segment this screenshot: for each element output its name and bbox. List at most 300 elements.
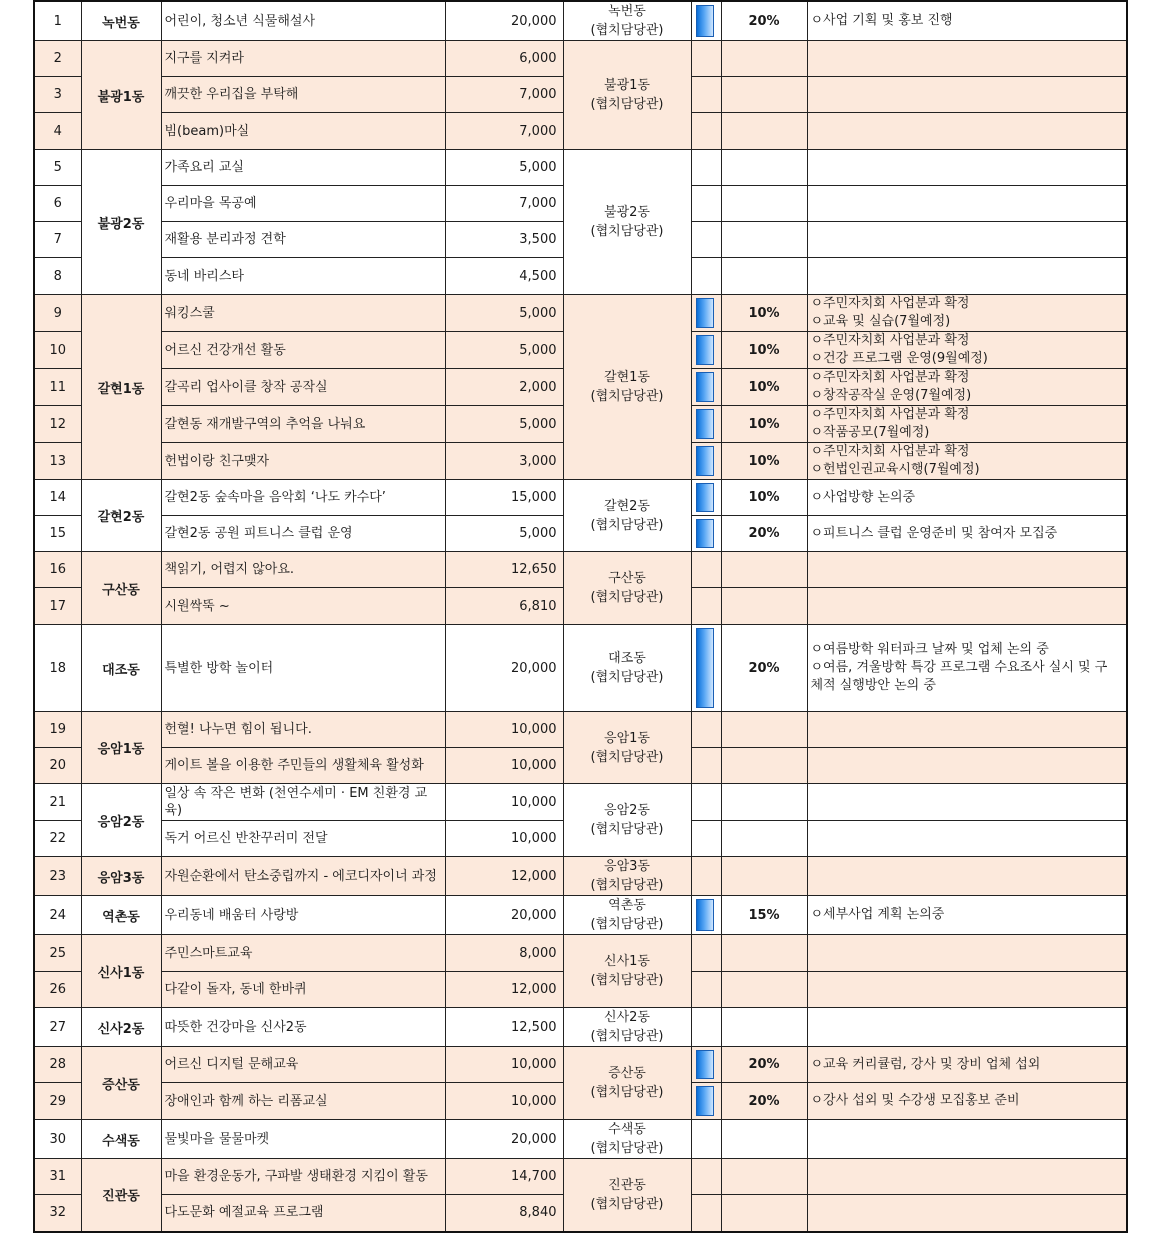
budget-amount: 5,000 (445, 150, 563, 186)
progress-bar (696, 335, 714, 365)
progress-cell (691, 150, 721, 186)
dong-name: 녹번동 (81, 1, 161, 41)
status-notes (807, 516, 1127, 552)
progress-cell (691, 748, 721, 784)
dong-name: 역촌동 (81, 896, 161, 935)
project-name: 마을 환경운동가, 구파발 생태환경 지킴이 활동 (161, 1159, 445, 1195)
progress-cell (691, 935, 721, 972)
department-line: 구산동 (608, 571, 646, 586)
progress-percent: 10% (721, 295, 807, 332)
department (563, 857, 691, 896)
budget-amount: 7,000 (445, 186, 563, 222)
table-row (34, 625, 1127, 712)
department-line: (협치담당관) (590, 389, 664, 404)
status-note-line: ㅇ작품공모(7월예정) (810, 425, 930, 440)
dong-name: 응암3동 (81, 857, 161, 896)
progress-cell (691, 1047, 721, 1083)
table-row (34, 150, 1127, 186)
status-notes (807, 625, 1127, 712)
progress-cell (691, 1120, 721, 1159)
status-notes (807, 150, 1127, 186)
progress-cell (691, 369, 721, 406)
dong-name: 갈현1동 (81, 295, 161, 480)
progress-cell (691, 821, 721, 857)
budget-amount: 7,000 (445, 77, 563, 113)
progress-percent (721, 935, 807, 972)
status-note-line: ㅇ여름, 겨울방학 특강 프로그램 수요조사 실시 및 구 (810, 660, 1108, 675)
budget-amount: 10,000 (445, 1083, 563, 1120)
dong-name: 증산동 (81, 1047, 161, 1120)
row-number: 4 (34, 113, 81, 150)
department (563, 712, 691, 784)
department-line: (협치담당관) (590, 517, 664, 533)
department-line: 신사1동 (604, 954, 650, 969)
project-name: 어린이, 청소년 식물해설사 (161, 1, 445, 41)
progress-percent: 15% (721, 896, 807, 935)
project-name: 특별한 방학 놀이터 (161, 625, 445, 712)
progress-percent: 20% (721, 1, 807, 41)
budget-amount: 10,000 (445, 1047, 563, 1083)
department-line: (협치담당관) (590, 97, 664, 112)
department-line: 진관동 (608, 1177, 646, 1193)
status-note-line: ㅇ사업 기획 및 홍보 진행 (810, 13, 953, 28)
department (563, 1120, 691, 1159)
budget-amount: 5,000 (445, 332, 563, 369)
progress-cell (691, 1008, 721, 1047)
status-notes (807, 857, 1127, 896)
progress-percent (721, 1195, 807, 1232)
status-note-line: ㅇ세부사업 계획 논의중 (810, 907, 945, 922)
department-line: (협치담당관) (590, 1029, 664, 1044)
status-notes (807, 222, 1127, 258)
project-name: 장애인과 함께 하는 리폼교실 (161, 1083, 445, 1120)
progress-percent: 10% (721, 369, 807, 406)
budget-amount: 12,500 (445, 1008, 563, 1047)
status-note-line: ㅇ피트니스 클럽 운영준비 및 참여자 모집중 (810, 525, 1058, 541)
progress-cell (691, 1083, 721, 1120)
department-line: 대조동 (608, 651, 646, 666)
status-note-line: ㅇ주민자치회 사업분과 확정 (810, 370, 970, 385)
status-notes (807, 369, 1127, 406)
project-name: 가족요리 교실 (161, 150, 445, 186)
progress-percent: 10% (721, 480, 807, 516)
dong-name: 수색동 (81, 1120, 161, 1159)
status-notes (807, 1159, 1127, 1195)
progress-percent (721, 186, 807, 222)
row-number: 16 (34, 552, 81, 588)
dong-name: 신사1동 (81, 935, 161, 1008)
table-row (34, 480, 1127, 516)
status-note-line: ㅇ창작공작실 운영(7월예정) (810, 388, 972, 403)
project-name: 동네 바리스타 (161, 258, 445, 295)
table-row (34, 41, 1127, 77)
project-name: 주민스마트교육 (161, 935, 445, 972)
project-name: 다같이 돌자, 동네 한바퀴 (161, 972, 445, 1008)
project-name: 헌법이랑 친구맺자 (161, 443, 445, 480)
progress-bar (696, 372, 714, 402)
department (563, 896, 691, 935)
progress-cell (691, 625, 721, 712)
progress-bar (696, 519, 714, 548)
progress-cell (691, 1195, 721, 1232)
table-row (34, 935, 1127, 972)
dong-name: 갈현2동 (81, 480, 161, 552)
budget-amount: 7,000 (445, 113, 563, 150)
progress-cell (691, 77, 721, 113)
progress-percent (721, 1120, 807, 1159)
department (563, 1047, 691, 1120)
dong-name: 불광2동 (81, 150, 161, 295)
row-number: 15 (34, 516, 81, 552)
status-note-line: ㅇ강사 섭외 및 수강생 모집홍보 준비 (810, 1093, 1020, 1108)
progress-cell (691, 113, 721, 150)
budget-amount: 12,000 (445, 972, 563, 1008)
project-name: 독거 어르신 반찬꾸러미 전달 (161, 821, 445, 857)
row-number: 17 (34, 588, 81, 625)
project-name: 시원싹뚝 ~ (161, 588, 445, 625)
progress-percent: 20% (721, 1083, 807, 1120)
department-line: (협치담당관) (590, 670, 664, 685)
table-row (34, 1008, 1127, 1047)
budget-amount: 8,000 (445, 935, 563, 972)
project-name: 물빛마을 물물마켓 (161, 1120, 445, 1159)
row-number: 30 (34, 1120, 81, 1159)
progress-percent (721, 150, 807, 186)
row-number: 27 (34, 1008, 81, 1047)
table-row (34, 896, 1127, 935)
table-row (34, 1159, 1127, 1195)
status-note-line: ㅇ교육 및 실습(7월예정) (810, 314, 951, 329)
row-number: 21 (34, 784, 81, 821)
budget-amount: 20,000 (445, 896, 563, 935)
status-note-line: ㅇ주민자치회 사업분과 확정 (810, 444, 970, 459)
status-notes (807, 443, 1127, 480)
dong-name: 불광1동 (81, 41, 161, 150)
progress-cell (691, 857, 721, 896)
department (563, 784, 691, 857)
row-number: 5 (34, 150, 81, 186)
budget-amount: 5,000 (445, 295, 563, 332)
progress-bar (696, 446, 714, 476)
progress-cell (691, 784, 721, 821)
budget-amount: 20,000 (445, 1, 563, 41)
row-number: 14 (34, 480, 81, 516)
project-name: 우리마을 목공예 (161, 186, 445, 222)
status-notes (807, 77, 1127, 113)
status-note-line: ㅇ교육 커리큘럼, 강사 및 장비 업체 섭외 (810, 1056, 1041, 1072)
project-name: 빔(beam)마실 (161, 113, 445, 150)
progress-cell (691, 552, 721, 588)
row-number: 8 (34, 258, 81, 295)
progress-cell (691, 516, 721, 552)
department (563, 935, 691, 1008)
status-note-line: ㅇ건강 프로그램 운영(9월예정) (810, 351, 988, 366)
progress-percent (721, 712, 807, 748)
progress-percent (721, 222, 807, 258)
department-line: (협치담당관) (590, 749, 664, 765)
project-name: 따뜻한 건강마을 신사2동 (161, 1008, 445, 1047)
budget-amount: 5,000 (445, 516, 563, 552)
budget-amount: 20,000 (445, 1120, 563, 1159)
table-row (34, 1120, 1127, 1159)
row-number: 29 (34, 1083, 81, 1120)
dong-name: 대조동 (81, 625, 161, 712)
project-name: 책읽기, 어렵지 않아요. (161, 552, 445, 588)
row-number: 26 (34, 972, 81, 1008)
progress-bar (696, 5, 714, 37)
department-line: 응암2동 (604, 803, 650, 818)
progress-percent (721, 113, 807, 150)
progress-cell (691, 972, 721, 1008)
department-line: 불광2동 (604, 205, 650, 220)
row-number: 28 (34, 1047, 81, 1083)
progress-cell (691, 480, 721, 516)
progress-bar (696, 628, 714, 708)
progress-percent (721, 821, 807, 857)
department-line: (협치담당관) (590, 224, 664, 239)
table-row (34, 857, 1127, 896)
dong-name: 응암1동 (81, 712, 161, 784)
department (563, 41, 691, 150)
row-number: 6 (34, 186, 81, 222)
department-line: 역촌동 (608, 898, 646, 913)
status-notes (807, 295, 1127, 332)
table-row (34, 1047, 1127, 1083)
row-number: 12 (34, 406, 81, 443)
status-notes (807, 41, 1127, 77)
progress-cell (691, 588, 721, 625)
department (563, 295, 691, 480)
status-notes (807, 712, 1127, 748)
budget-amount: 4,500 (445, 258, 563, 295)
department-line: 신사2동 (604, 1010, 650, 1025)
row-number: 22 (34, 821, 81, 857)
budget-amount: 10,000 (445, 784, 563, 821)
department-line: (협치담당관) (590, 1085, 664, 1100)
department-line: 응암1동 (604, 730, 650, 746)
progress-cell (691, 406, 721, 443)
project-name: 갈현2동 숲속마을 음악회 ‘나도 카수다’ (161, 480, 445, 516)
row-number: 11 (34, 369, 81, 406)
table-row (34, 784, 1127, 821)
status-notes (807, 186, 1127, 222)
project-name: 깨끗한 우리집을 부탁해 (161, 77, 445, 113)
department (563, 1, 691, 41)
department-line: (협치담당관) (590, 590, 664, 605)
department-line: (협치담당관) (590, 23, 664, 38)
status-note-line: ㅇ주민자치회 사업분과 확정 (810, 407, 970, 422)
project-name: 헌혈! 나누면 힘이 됩니다. (161, 712, 445, 748)
progress-percent (721, 258, 807, 295)
progress-bar (696, 899, 714, 931)
row-number: 25 (34, 935, 81, 972)
department-line: 불광1동 (604, 78, 650, 93)
row-number: 2 (34, 41, 81, 77)
project-name: 자원순환에서 탄소중립까지 - 에코디자이너 과정 (161, 857, 445, 896)
progress-percent: 20% (721, 516, 807, 552)
status-notes (807, 332, 1127, 369)
budget-amount: 12,650 (445, 552, 563, 588)
progress-percent (721, 1159, 807, 1195)
status-notes (807, 748, 1127, 784)
row-number: 24 (34, 896, 81, 935)
progress-cell (691, 896, 721, 935)
progress-bar (696, 1050, 714, 1079)
project-name: 어르신 디지털 문해교육 (161, 1047, 445, 1083)
progress-percent: 20% (721, 625, 807, 712)
budget-amount: 5,000 (445, 406, 563, 443)
progress-percent (721, 857, 807, 896)
progress-percent (721, 1008, 807, 1047)
project-name: 워킹스쿨 (161, 295, 445, 332)
department-line: (협치담당관) (590, 878, 664, 893)
status-notes (807, 821, 1127, 857)
department-line: (협치담당관) (590, 917, 664, 932)
status-note-line: ㅇ주민자치회 사업분과 확정 (810, 333, 970, 348)
project-name: 어르신 건강개선 활동 (161, 332, 445, 369)
table-row (34, 295, 1127, 332)
progress-cell (691, 186, 721, 222)
status-notes (807, 113, 1127, 150)
project-name: 갈현2동 공원 피트니스 클럽 운영 (161, 516, 445, 552)
row-number: 19 (34, 712, 81, 748)
department (563, 625, 691, 712)
row-number: 9 (34, 295, 81, 332)
budget-amount: 12,000 (445, 857, 563, 896)
status-notes (807, 1083, 1127, 1120)
project-name: 갈곡리 업사이클 창작 공작실 (161, 369, 445, 406)
department (563, 480, 691, 552)
budget-amount: 14,700 (445, 1159, 563, 1195)
status-notes (807, 480, 1127, 516)
status-notes (807, 935, 1127, 972)
project-name: 갈현동 재개발구역의 추억을 나눠요 (161, 406, 445, 443)
progress-cell (691, 295, 721, 332)
status-notes (807, 972, 1127, 1008)
progress-bar (696, 483, 714, 512)
department-line: 녹번동 (608, 4, 646, 19)
budget-amount: 15,000 (445, 480, 563, 516)
table-row (34, 1, 1127, 41)
progress-percent (721, 77, 807, 113)
progress-cell (691, 443, 721, 480)
budget-amount: 2,000 (445, 369, 563, 406)
department-line: (협치담당관) (590, 973, 664, 988)
status-note-line: ㅇ사업방향 논의중 (810, 489, 916, 505)
status-notes (807, 1008, 1127, 1047)
row-number: 3 (34, 77, 81, 113)
status-notes (807, 896, 1127, 935)
progress-percent (721, 588, 807, 625)
department-line: 응암3동 (604, 859, 650, 874)
status-notes (807, 588, 1127, 625)
progress-cell (691, 712, 721, 748)
department-line: (협치담당관) (590, 1141, 664, 1156)
progress-cell (691, 222, 721, 258)
budget-amount: 8,840 (445, 1195, 563, 1232)
status-notes (807, 406, 1127, 443)
progress-percent (721, 41, 807, 77)
progress-cell (691, 41, 721, 77)
row-number: 20 (34, 748, 81, 784)
progress-bar (696, 298, 714, 328)
project-name: 일상 속 작은 변화 (천연수세미 · EM 친환경 교육) (161, 784, 445, 821)
row-number: 23 (34, 857, 81, 896)
row-number: 7 (34, 222, 81, 258)
status-notes (807, 1195, 1127, 1232)
budget-amount: 10,000 (445, 748, 563, 784)
department-line: 갈현2동 (604, 498, 650, 514)
row-number: 13 (34, 443, 81, 480)
department (563, 552, 691, 625)
progress-cell (691, 1159, 721, 1195)
progress-percent (721, 784, 807, 821)
progress-cell (691, 1, 721, 41)
dong-name: 진관동 (81, 1159, 161, 1232)
project-status-table (33, 0, 1128, 1233)
progress-percent: 20% (721, 1047, 807, 1083)
status-note-line: ㅇ여름방학 워터파크 날짜 및 업체 논의 중 (810, 642, 1049, 657)
status-note-line: ㅇ헌법인권교육시행(7월예정) (810, 462, 980, 477)
status-notes (807, 1, 1127, 41)
department-line: 수색동 (608, 1122, 646, 1137)
department-line: 증산동 (608, 1066, 646, 1081)
status-note-line: 체적 실행방안 논의 중 (810, 678, 936, 693)
budget-amount: 6,810 (445, 588, 563, 625)
status-notes (807, 1047, 1127, 1083)
department-line: (협치담당관) (590, 822, 664, 837)
progress-cell (691, 332, 721, 369)
budget-amount: 3,500 (445, 222, 563, 258)
progress-percent (721, 972, 807, 1008)
budget-amount: 6,000 (445, 41, 563, 77)
progress-percent: 10% (721, 443, 807, 480)
progress-bar (696, 409, 714, 439)
budget-amount: 10,000 (445, 712, 563, 748)
department-line: 갈현1동 (604, 370, 650, 385)
department (563, 150, 691, 295)
budget-amount: 20,000 (445, 625, 563, 712)
row-number: 31 (34, 1159, 81, 1195)
project-name: 재활용 분리과정 견학 (161, 222, 445, 258)
status-notes (807, 258, 1127, 295)
progress-cell (691, 258, 721, 295)
dong-name: 응암2동 (81, 784, 161, 857)
dong-name: 구산동 (81, 552, 161, 625)
project-name: 지구를 지켜라 (161, 41, 445, 77)
progress-percent (721, 748, 807, 784)
table-row (34, 552, 1127, 588)
department-line: (협치담당관) (590, 1196, 664, 1212)
table-row (34, 712, 1127, 748)
department (563, 1008, 691, 1047)
progress-percent (721, 552, 807, 588)
status-notes (807, 552, 1127, 588)
row-number: 18 (34, 625, 81, 712)
status-notes (807, 1120, 1127, 1159)
status-note-line: ㅇ주민자치회 사업분과 확정 (810, 296, 970, 311)
budget-amount: 3,000 (445, 443, 563, 480)
row-number: 10 (34, 332, 81, 369)
department (563, 1159, 691, 1232)
status-notes (807, 784, 1127, 821)
project-name: 게이트 볼을 이용한 주민들의 생활체육 활성화 (161, 748, 445, 784)
budget-amount: 10,000 (445, 821, 563, 857)
row-number: 32 (34, 1195, 81, 1232)
project-name: 우리동네 배움터 사랑방 (161, 896, 445, 935)
progress-bar (696, 1086, 714, 1116)
project-name: 다도문화 예절교육 프로그램 (161, 1195, 445, 1232)
